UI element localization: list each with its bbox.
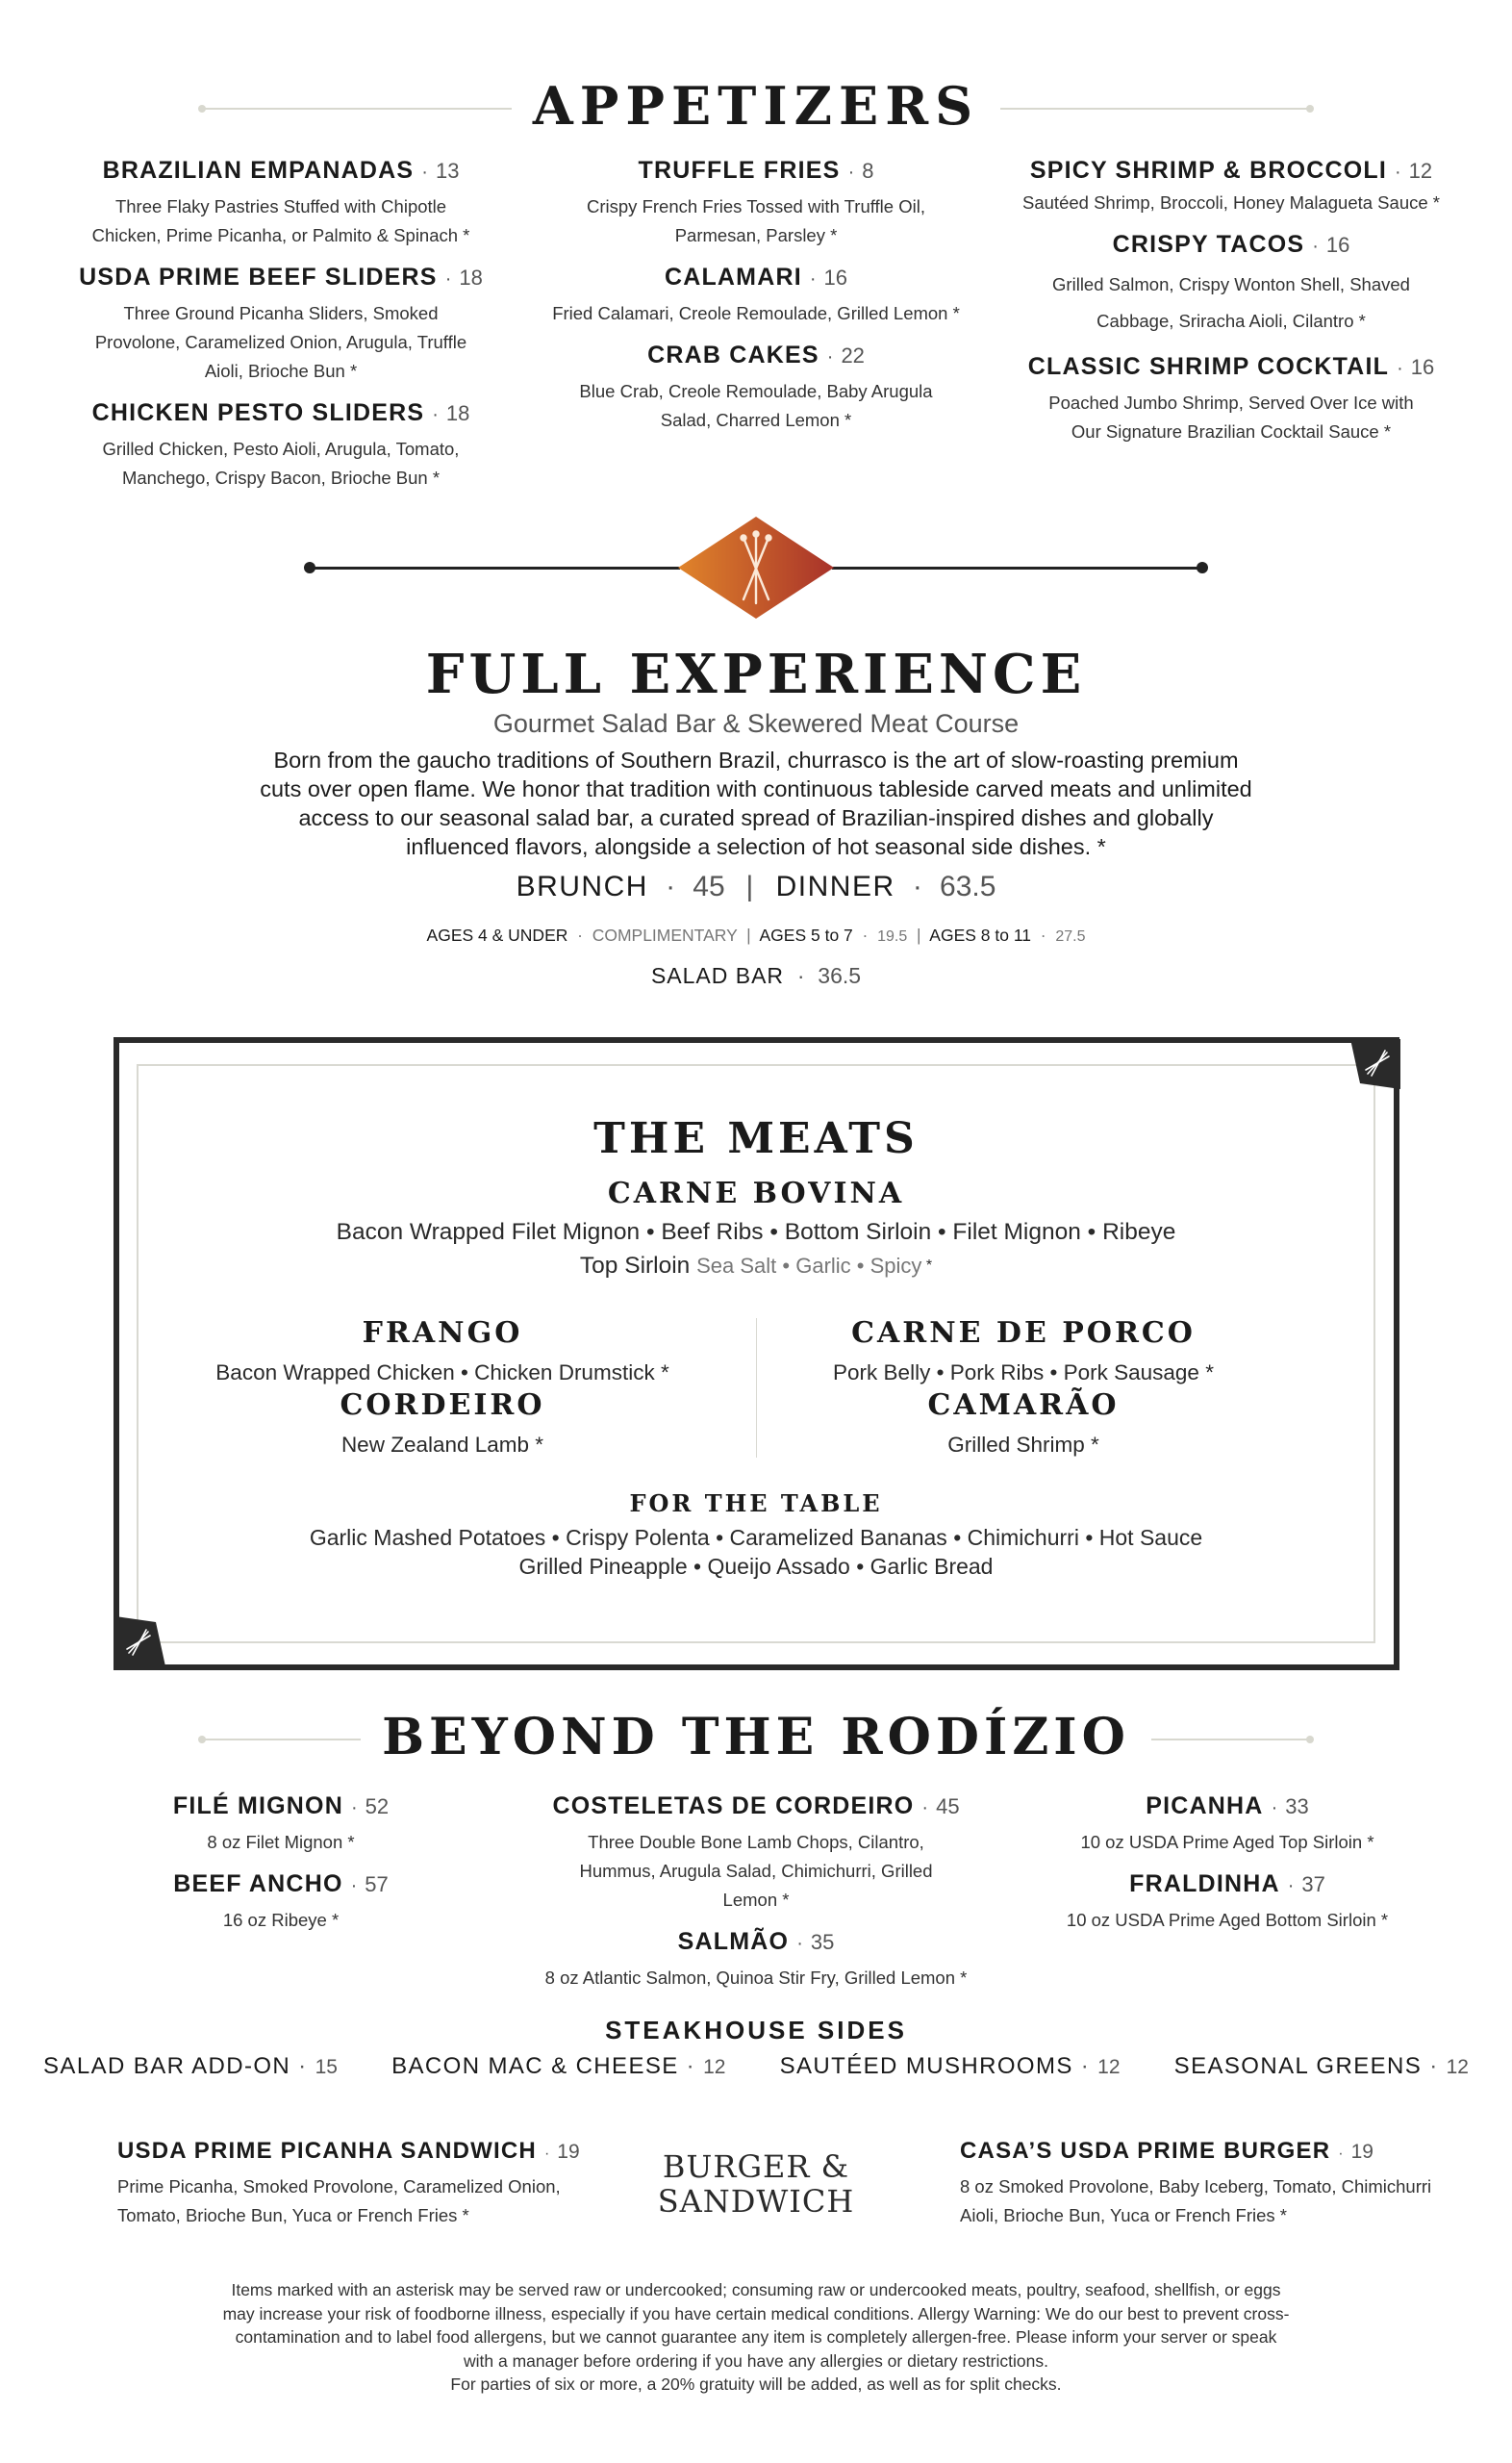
item-name: COSTELETAS DE CORDEIRO (552, 1792, 915, 1819)
steakhouse-sides-list: SALAD BAR ADD-ON · 15 BACON MAC & CHEESE · 12 SAUTÉED MUSHROOMS · 12 SEASONAL GREENS · 12 (43, 2053, 1469, 2079)
item-description: Fried Calamari, Creole Remoulade, Grilled Lemon * (552, 303, 960, 323)
carne-bovina-line-1: Bacon Wrapped Filet Mignon • Beef Ribs • Bottom Sirloin • Filet Mignon • Ribeye (336, 1219, 1176, 1245)
item-description: 8 oz Filet Mignon * (207, 1832, 355, 1852)
brunch-price: 45 (693, 871, 725, 902)
salad-bar-amount: 36.5 (818, 963, 862, 988)
item-description: Three Ground Picanha Sliders, Smoked Provolone, Caramelized Onion, Arugula, Truffle Aioli, Brioche Bun * (94, 303, 467, 381)
item-description: Prime Picanha, Smoked Provolone, Caramelized Onion, Tomato, Brioche Bun, Yuca or French Fries * (117, 2176, 561, 2225)
appetizers-col-3 (1010, 157, 1452, 460)
item-name: CLASSIC SHRIMP COCKTAIL (1027, 353, 1390, 380)
top-sirloin-label: Top Sirloin (579, 1253, 691, 1279)
item-description: Three Flaky Pastries Stuffed with Chipotle Chicken, Prime Picanha, or Palmito & Spinach * (91, 196, 470, 245)
item-price: 57 (365, 1872, 389, 1896)
full-experience-age-pricing: AGES 4 & UNDER · COMPLIMENTARY | AGES 5 to 7 · 19.5 | AGES 8 to 11 · 27.5 (426, 926, 1086, 945)
item-description: Poached Jumbo Shrimp, Served Over Ice with Our Signature Brazilian Cocktail Sauce * (1048, 393, 1414, 442)
item-price: 13 (435, 159, 460, 183)
menu-item: CRISPY TACOS · 16 Grilled Salmon, Crispy Wonton Shell, Shaved Cabbage, Sriracha Aioli, Cilantro * (1010, 231, 1452, 340)
item-description: Blue Crab, Creole Remoulade, Baby Arugula Salad, Charred Lemon * (579, 381, 933, 430)
menu-item: TRUFFLE FRIES · 8 Crispy French Fries Tossed with Truffle Oil, Parmesan, Parsley * (535, 157, 977, 250)
item-price: 12 (1408, 159, 1433, 183)
beyond-title: BEYOND THE RODÍZIO (361, 1708, 1151, 1766)
item-name: CALAMARI (664, 264, 802, 291)
menu-item: CLASSIC SHRIMP COCKTAIL · 16 Poached Jumbo Shrimp, Served Over Ice with Our Signature Brazilian Cocktail Sauce * (1010, 353, 1452, 446)
burger-sandwich-label-line-1: BURGER & (662, 2148, 850, 2185)
divider-line-right (832, 567, 1202, 570)
menu-item: SALMÃO · 35 8 oz Atlantic Salmon, Quinoa Stir Fry, Grilled Lemon * (525, 1928, 987, 1993)
item-description: Crispy French Fries Tossed with Truffle Oil, Parmesan, Parsley * (587, 196, 925, 245)
beyond-col-1 (108, 1792, 454, 1948)
menu-item: COSTELETAS DE CORDEIRO · 45 Three Double Bone Lamb Chops, Cilantro, Hummus, Arugula Salad, Chimichurri, Grilled Lemon * (525, 1792, 987, 1915)
skewer-corner-icon (1350, 1039, 1400, 1089)
item-price: 22 (841, 343, 865, 368)
frango-text: Bacon Wrapped Chicken • Chicken Drumstick * (215, 1360, 669, 1384)
item-name: FILÉ MIGNON (172, 1792, 343, 1819)
item-name: SPICY SHRIMP & BROCCOLI (1029, 157, 1387, 184)
menu-item: FRALDINHA · 37 10 oz USDA Prime Aged Bottom Sirloin * (1035, 1870, 1420, 1935)
item-price: 45 (936, 1794, 960, 1818)
menu-item: BRAZILIAN EMPANADAS · 13 Three Flaky Pastries Stuffed with Chipotle Chicken, Prime Picanha, or Palmito & Spinach * (60, 157, 502, 250)
item-price: 19 (557, 2141, 580, 2163)
side-item-price: 15 (315, 2056, 338, 2078)
age-group-3: AGES 8 to 11 (929, 926, 1032, 945)
beyond-col-3 (1035, 1792, 1420, 1948)
full-experience-subtitle: Gourmet Salad Bar & Skewered Meat Course (492, 709, 1020, 738)
brunch-label: BRUNCH (516, 871, 648, 902)
age-group-1-price: COMPLIMENTARY (592, 926, 738, 945)
age-group-1: AGES 4 & UNDER (426, 926, 568, 945)
menu-item: USDA PRIME BEEF SLIDERS · 18 Three Ground Picanha Sliders, Smoked Provolone, Caramelized Onion, Arugula, Truffle Aioli, Brioche Bun * (60, 264, 502, 386)
frango-title: FRANGO (362, 1316, 523, 1350)
item-price: 16 (823, 266, 848, 290)
item-name: TRUFFLE FRIES (638, 157, 841, 184)
item-description: 8 oz Smoked Provolone, Baby Iceberg, Tomato, Chimichurri Aioli, Brioche Bun, Yuca or French Fries * (960, 2176, 1432, 2225)
skewer-corner-icon (115, 1616, 165, 1666)
item-price: 8 (862, 159, 874, 183)
appetizers-heading (0, 75, 1512, 137)
side-item-price: 12 (1097, 2056, 1121, 2078)
allergy-disclaimer (221, 2278, 1291, 2397)
side-item-price: 12 (1446, 2056, 1469, 2078)
burger-sandwich-label-line-2: SANDWICH (657, 2183, 855, 2220)
dinner-label: DINNER (775, 871, 895, 902)
appetizers-col-1 (60, 157, 502, 506)
carne-de-porco-title: CARNE DE PORCO (851, 1316, 1196, 1350)
menu-item: BEEF ANCHO · 57 16 oz Ribeye * (108, 1870, 454, 1935)
age-group-3-price: 27.5 (1055, 928, 1086, 945)
full-experience-title: FULL EXPERIENCE (425, 643, 1087, 706)
crossed-skewers-icon (676, 515, 836, 621)
carne-bovina-line-2: Top Sirloin Sea Salt • Garlic • Spicy * (579, 1253, 933, 1279)
prime-burger-item: CASA’S USDA PRIME BURGER · 19 8 oz Smoked Provolone, Baby Iceberg, Tomato, Chimichurri Aioli, Brioche Bun, Yuca or French Fries * (960, 2138, 1441, 2230)
beyond-heading (0, 1708, 1512, 1766)
full-experience-description: Born from the gaucho traditions of Southern Brazil, churrasco is the art of slow-roasting premium cuts over open flame. We honor that tradition with continuous tableside carved meats and unlimited access to our seasonal salad bar, a curated spread of Brazilian-inspired dishes and globally influenced flavors, alongside a selection of hot seasonal side dishes. * (260, 748, 1252, 859)
meats-title: THE MEATS (593, 1114, 919, 1163)
item-name: PICANHA (1146, 1792, 1264, 1819)
for-the-table-line-1: Garlic Mashed Potatoes • Crispy Polenta • Caramelized Bananas • Chimichurri • Hot Sauce (309, 1525, 1203, 1550)
for-the-table-title: FOR THE TABLE (629, 1489, 883, 1517)
gratuity-note: For parties of six or more, a 20% gratuity will be added, as well as for split checks. (450, 2374, 1062, 2394)
beyond-col-2 (525, 1792, 987, 2006)
cordeiro-text: New Zealand Lamb * (340, 1433, 544, 1457)
salad-bar-label: SALAD BAR (650, 963, 785, 988)
menu-item: CALAMARI · 16 Fried Calamari, Creole Remoulade, Grilled Lemon * (535, 264, 977, 328)
side-item-name: SEASONAL GREENS (1173, 2053, 1423, 2079)
item-price: 16 (1325, 233, 1350, 257)
menu-item: CRAB CAKES · 22 Blue Crab, Creole Remoulade, Baby Arugula Salad, Charred Lemon * (535, 342, 977, 435)
item-description: Grilled Salmon, Crispy Wonton Shell, Shaved Cabbage, Sriracha Aioli, Cilantro * (1052, 274, 1410, 331)
item-price: 35 (810, 1930, 835, 1954)
item-description: Three Double Bone Lamb Chops, Cilantro, Hummus, Arugula Salad, Chimichurri, Grilled Lemon * (579, 1832, 933, 1910)
burger-sandwich-label (635, 2149, 877, 2219)
side-item-name: SALAD BAR ADD-ON (43, 2053, 291, 2079)
menu-item: FILÉ MIGNON · 52 8 oz Filet Mignon * (108, 1792, 454, 1857)
carne-bovina-title: CARNE BOVINA (607, 1177, 905, 1210)
dinner-price: 63.5 (940, 871, 996, 902)
item-name: BRAZILIAN EMPANADAS (102, 157, 415, 184)
picanha-sandwich-item: USDA PRIME PICANHA SANDWICH · 19 Prime Picanha, Smoked Provolone, Caramelized Onion, Tomato, Brioche Bun, Yuca or French Fries * (117, 2138, 579, 2230)
disclaimer-text: Items marked with an asterisk may be served raw or undercooked; consuming raw or undercooked meats, poultry, seafood, shellfish, or eggs may increase your risk of foodborne illness, especially if you have certain medical conditions. Allergy Warning: We do our best to prevent cross-contamination and to label food allergens, but we cannot guarantee any item is completely allergen-free. Please inform your server or speak with a manager before ordering if you have any allergies or dietary restrictions. (222, 2280, 1290, 2371)
item-name: USDA PRIME BEEF SLIDERS (79, 264, 438, 291)
item-price: 18 (445, 401, 470, 425)
item-description: Sautéed Shrimp, Broccoli, Honey Malagueta Sauce * (1022, 192, 1440, 213)
item-price: 33 (1285, 1794, 1309, 1818)
appetizers-col-2 (535, 157, 977, 448)
item-name: FRALDINHA (1129, 1870, 1280, 1897)
item-description: 8 oz Atlantic Salmon, Quinoa Stir Fry, Grilled Lemon * (544, 1968, 968, 1988)
item-name: CHICKEN PESTO SLIDERS (91, 399, 425, 426)
menu-item: PICANHA · 33 10 oz USDA Prime Aged Top Sirloin * (1035, 1792, 1420, 1857)
camarao-text: Grilled Shrimp * (947, 1433, 1099, 1457)
carne-de-porco-text: Pork Belly • Pork Ribs • Pork Sausage * (833, 1360, 1214, 1384)
cordeiro-title: CORDEIRO (340, 1388, 545, 1422)
item-name: CRAB CAKES (647, 342, 819, 368)
item-description: Grilled Chicken, Pesto Aioli, Arugula, Tomato, Manchego, Crispy Bacon, Brioche Bun * (102, 439, 460, 488)
divider-line-left (310, 567, 680, 570)
item-name: USDA PRIME PICANHA SANDWICH (117, 2138, 537, 2164)
item-price: 52 (365, 1794, 390, 1818)
divider-dot-right (1197, 562, 1208, 573)
item-name: SALMÃO (677, 1928, 790, 1955)
item-description: 16 oz Ribeye * (222, 1910, 340, 1930)
salad-bar-price: SALAD BAR · 36.5 (650, 963, 862, 988)
side-item-name: SAUTÉED MUSHROOMS (779, 2053, 1073, 2079)
for-the-table-line-2: Grilled Pineapple • Queijo Assado • Garlic Bread (518, 1554, 994, 1579)
age-group-2: AGES 5 to 7 (759, 926, 853, 945)
side-item-price: 12 (703, 2056, 726, 2078)
item-description: 10 oz USDA Prime Aged Bottom Sirloin * (1066, 1910, 1389, 1930)
item-price: 18 (459, 266, 483, 290)
steakhouse-sides-title: STEAKHOUSE SIDES (605, 2016, 907, 2044)
item-price: 19 (1350, 2141, 1373, 2163)
item-name: CASA’S USDA PRIME BURGER (960, 2138, 1331, 2164)
menu-item: SPICY SHRIMP & BROCCOLI · 12 Sautéed Shrimp, Broccoli, Honey Malagueta Sauce * (1010, 157, 1452, 217)
top-sirloin-options: Sea Salt • Garlic • Spicy (696, 1254, 922, 1278)
full-experience-prices: BRUNCH · 45 | DINNER · 63.5 (516, 871, 996, 902)
appetizers-title: APPETIZERS (512, 75, 1000, 137)
item-name: CRISPY TACOS (1112, 231, 1305, 258)
item-price: 37 (1301, 1872, 1325, 1896)
side-item-name: BACON MAC & CHEESE (391, 2053, 679, 2079)
item-description: 10 oz USDA Prime Aged Top Sirloin * (1080, 1832, 1374, 1852)
menu-item: CHICKEN PESTO SLIDERS · 18 Grilled Chicken, Pesto Aioli, Arugula, Tomato, Manchego, Crispy Bacon, Brioche Bun * (60, 399, 502, 493)
item-name: BEEF ANCHO (173, 1870, 343, 1897)
age-group-2-price: 19.5 (877, 928, 908, 945)
item-price: 16 (1410, 355, 1435, 379)
camarao-title: CAMARÃO (927, 1388, 1120, 1422)
